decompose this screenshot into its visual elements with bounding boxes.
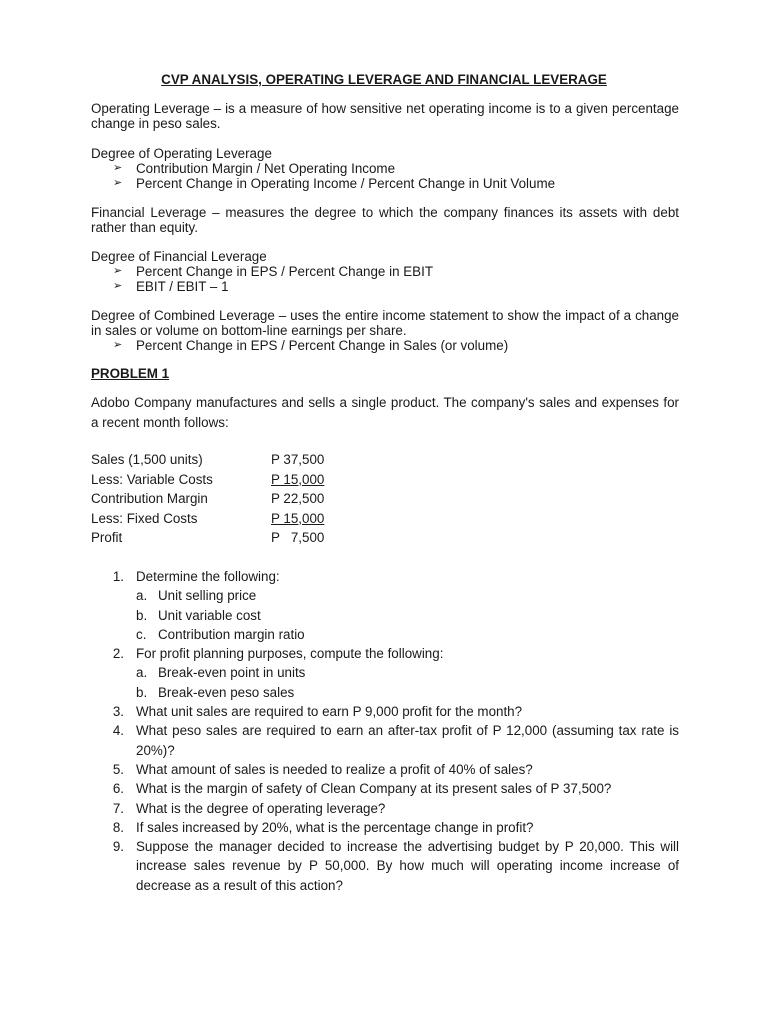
statement-label: Sales (1,500 units) <box>91 452 203 467</box>
statement-label: Less: Fixed Costs <box>91 510 198 526</box>
sub-text: Contribution margin ratio <box>158 626 305 642</box>
question-text: If sales increased by 20%, what is the percentage change in profit? <box>136 819 534 835</box>
list-item: ➢ EBIT / EBIT – 1 <box>113 279 229 294</box>
financial-leverage-definition: Financial Leverage – measures the degree to which the company finances its assets with debt rather than equity. <box>91 205 679 235</box>
question-item <box>91 799 679 818</box>
question-text: What peso sales are required to earn an after-tax profit of P 12,000 (assuming tax rate is 20%)? <box>136 723 679 758</box>
question-item <box>91 567 679 644</box>
arrow-bullet-icon: ➢ <box>113 265 123 277</box>
question-item <box>91 818 679 837</box>
question-item <box>91 779 679 798</box>
statement-amount: P 7,500 <box>271 530 325 545</box>
question-number: 8. <box>112 819 124 835</box>
problem-title: PROBLEM 1 <box>91 366 170 381</box>
statement-label: Profit <box>91 530 123 545</box>
arrow-bullet-icon: ➢ <box>113 280 123 292</box>
question-item <box>91 702 679 721</box>
dol-section <box>91 146 679 191</box>
table-row <box>91 530 324 550</box>
arrow-bullet-icon: ➢ <box>113 339 123 351</box>
sub-text: Unit variable cost <box>158 607 261 623</box>
question-text: Suppose the manager decided to increase the advertising budget by P 20,000. This will increase sales revenue by P 50,000. By how much will operating income increase of decrease as a result of this action? <box>136 839 679 893</box>
question-text: For profit planning purposes, compute the following: <box>136 646 444 662</box>
question-number: 4. <box>112 723 124 739</box>
sub-text: Break-even peso sales <box>158 684 295 700</box>
question-text: What is the margin of safety of Clean Company at its present sales of P 37,500? <box>136 781 612 797</box>
question-text: What amount of sales is needed to realize a profit of 40% of sales? <box>136 761 533 777</box>
dol-list <box>91 161 679 191</box>
income-statement <box>91 452 679 550</box>
table-row <box>91 452 324 472</box>
sub-letter: b. <box>136 607 148 623</box>
list-item: ➢ Percent Change in EPS / Percent Change in Sales (or volume) <box>113 338 509 353</box>
dcl-definition: Degree of Combined Leverage – uses the entire income statement to show the impact of a change in sales or volume on bottom-line earnings per share. <box>91 308 679 338</box>
sub-text: Break-even point in units <box>158 665 306 681</box>
table-row <box>91 491 324 511</box>
dcl-section <box>91 308 679 353</box>
questions-section <box>91 567 679 895</box>
statement-label: Contribution Margin <box>91 491 208 506</box>
arrow-bullet-icon: ➢ <box>113 162 123 174</box>
question-number: 6. <box>112 781 124 797</box>
question-number: 3. <box>112 704 124 720</box>
list-item: ➢ Percent Change in Operating Income / Percent Change in Unit Volume <box>113 176 556 191</box>
dfl-list <box>91 264 679 294</box>
question-item <box>91 721 679 760</box>
sub-letter: a. <box>136 588 148 604</box>
question-number: 9. <box>112 839 124 855</box>
statement-label: Less: Variable Costs <box>91 471 213 487</box>
statement-amount: P 22,500 <box>271 491 325 506</box>
question-number: 7. <box>112 800 124 816</box>
sub-letter: b. <box>136 684 148 700</box>
arrow-bullet-icon: ➢ <box>113 177 123 189</box>
list-item: ➢ Contribution Margin / Net Operating Income <box>113 161 396 176</box>
question-item <box>91 837 679 895</box>
table-row <box>91 511 324 531</box>
statement-amount: P 37,500 <box>271 452 325 467</box>
problem-intro: Adobo Company manufactures and sells a single product. The company's sales and expenses for a recent month follows: <box>91 395 679 430</box>
dcl-list <box>91 338 679 353</box>
question-item <box>91 644 679 702</box>
sub-text: Unit selling price <box>158 588 257 604</box>
operating-leverage-definition: Operating Leverage – is a measure of how sensitive net operating income is to a given percentage change in peso sales. <box>91 101 679 131</box>
table-row <box>91 472 324 492</box>
statement-amount: P 15,000 <box>271 510 325 526</box>
question-text: What unit sales are required to earn P 9,000 profit for the month? <box>136 704 523 720</box>
question-number: 5. <box>112 761 124 777</box>
income-statement-table <box>91 452 324 550</box>
question-text: What is the degree of operating leverage? <box>136 800 386 816</box>
sub-letter: a. <box>136 665 148 681</box>
dfl-heading: Degree of Financial Leverage <box>91 249 267 264</box>
statement-amount: P 15,000 <box>271 471 325 487</box>
question-number: 2. <box>112 646 124 662</box>
dol-heading: Degree of Operating Leverage <box>91 146 272 161</box>
dfl-section <box>91 249 679 294</box>
sub-letter: c. <box>136 626 147 642</box>
page-title: CVP ANALYSIS, OPERATING LEVERAGE AND FINANCIAL LEVERAGE <box>161 72 607 87</box>
question-number: 1. <box>112 569 124 584</box>
question-item <box>91 760 679 779</box>
question-text: Determine the following: <box>136 569 280 584</box>
list-item: ➢ Percent Change in EPS / Percent Change in EBIT <box>113 264 433 279</box>
